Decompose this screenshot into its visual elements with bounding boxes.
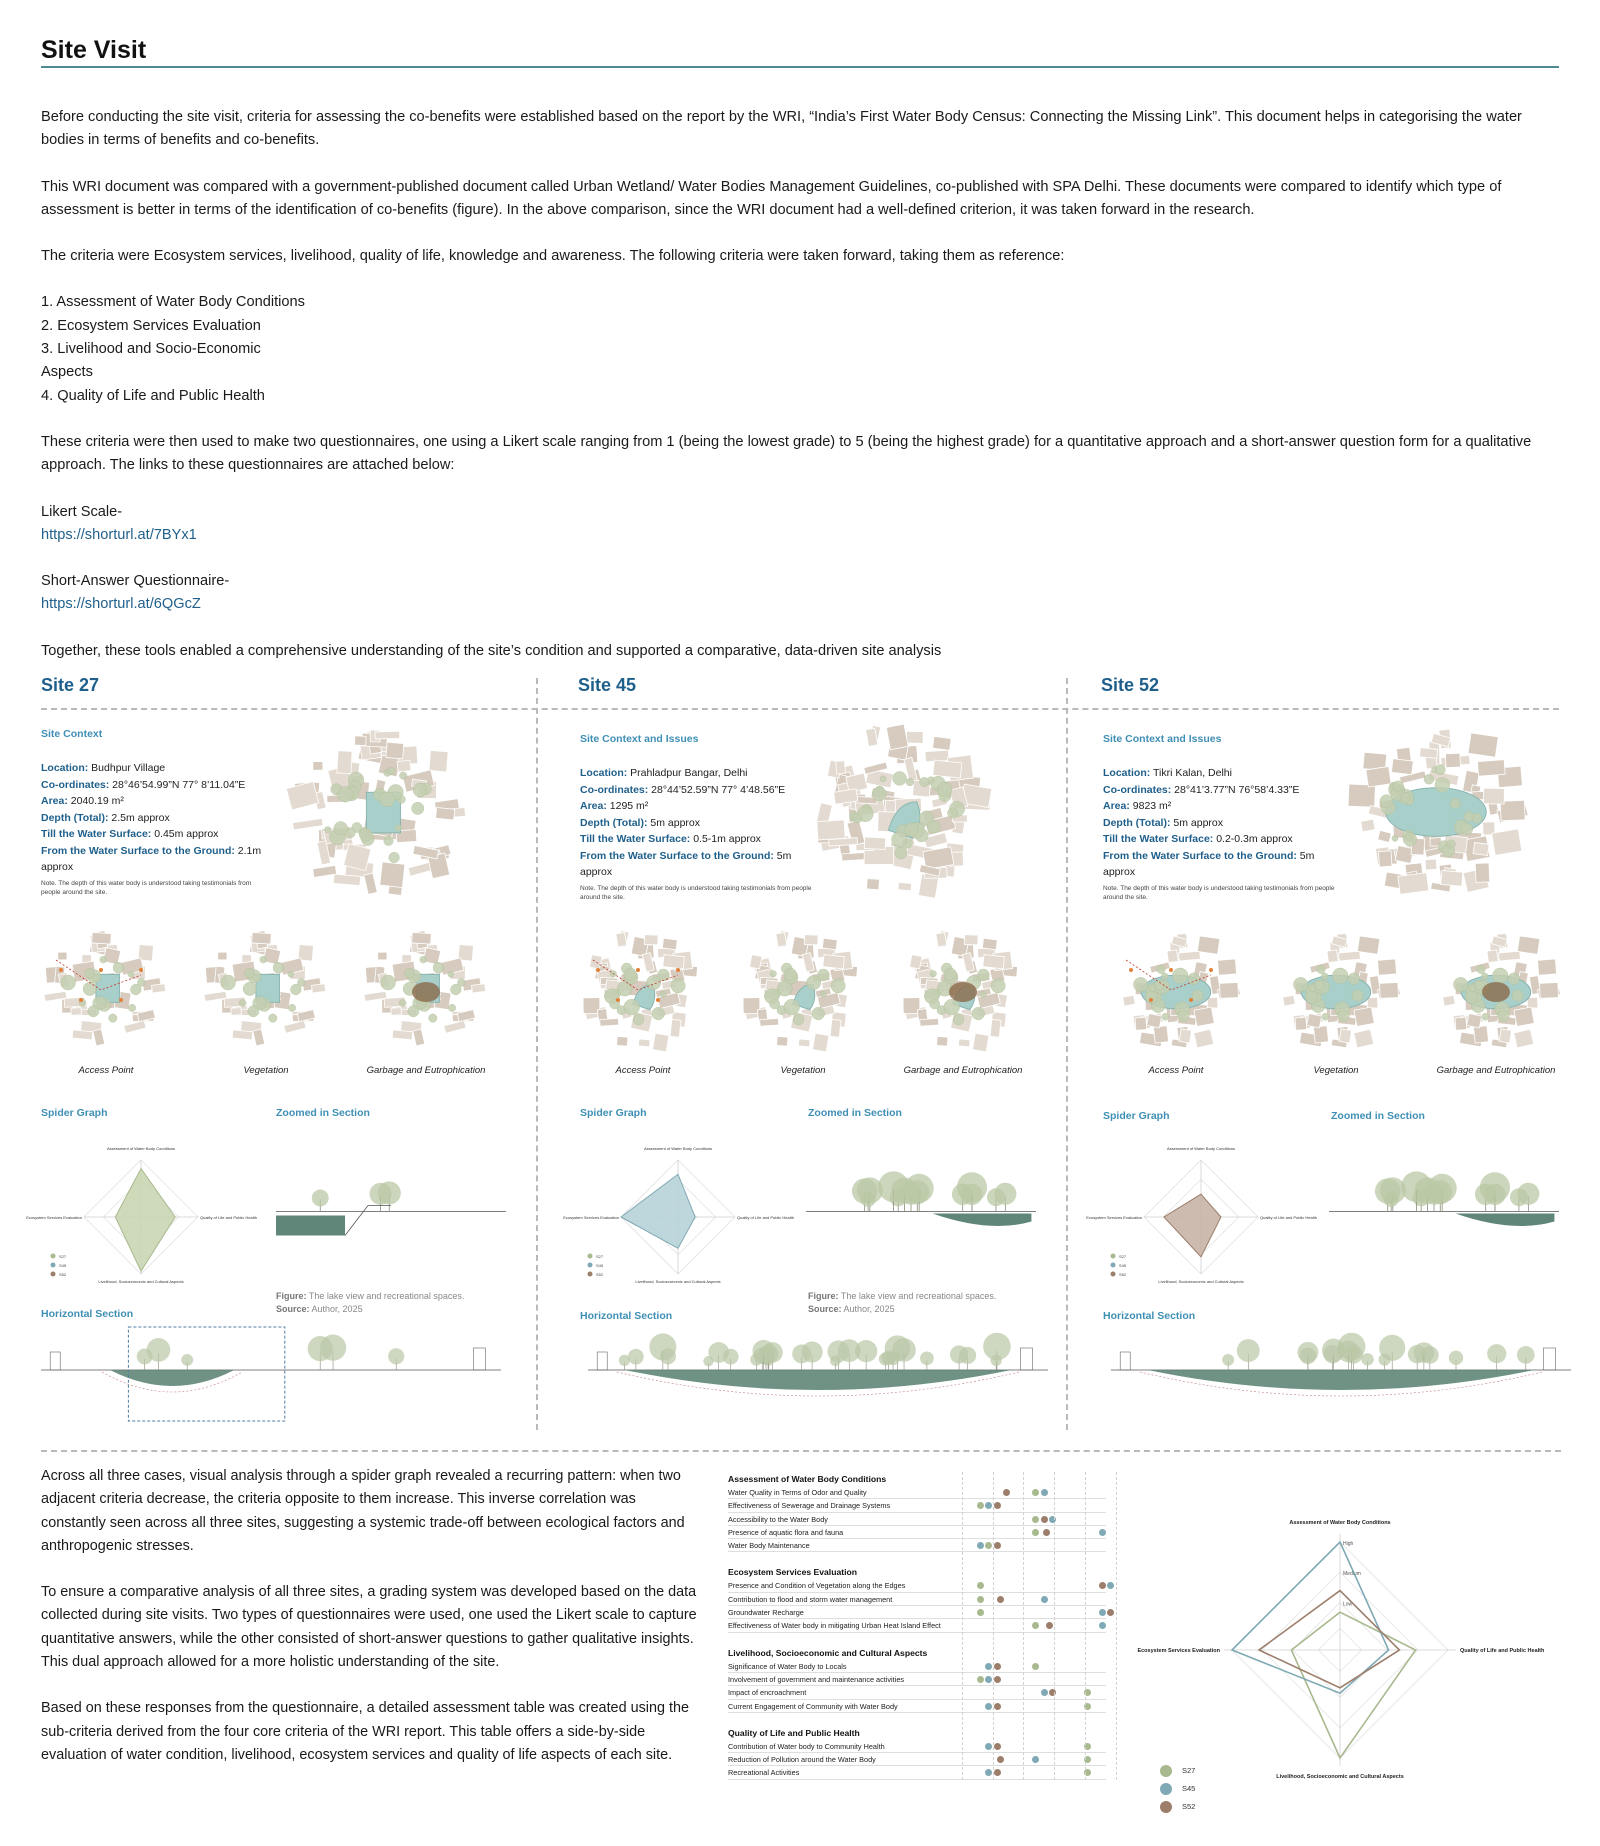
short-answer-link[interactable]: https://shorturl.at/6QGcZ [41,596,201,613]
rating-dot-s27 [1032,1622,1039,1629]
legend-label: S45 [596,1263,604,1268]
figure-caption-text: The lake view and recreational spaces. [308,1291,465,1301]
context-till-value: 0.45m approx [154,828,219,840]
context-location-label: Location: [41,762,89,774]
assessment-row-label: Recreational Activities [728,1768,800,1778]
rating-dot-s45 [985,1502,992,1509]
context-coords-label: Co-ordinates: [41,778,110,791]
legend-swatch [1160,1801,1172,1813]
context-till-row [580,831,815,848]
assessment-row [728,1766,1106,1779]
vegetation-map [738,930,868,1050]
context-depth-row [41,810,266,827]
spider-graph-heading: Spider Graph [1103,1110,1170,1122]
figure-source-text: Author, 2025 [311,1304,363,1314]
assessment-row [728,1700,1106,1713]
spider-graph-heading: Spider Graph [580,1107,647,1119]
spider-axis-label: Ecosystem Services Evaluation [563,1215,619,1220]
site-heading: Site 45 [578,675,637,695]
assessment-row-label: Water Body Maintenance [728,1541,810,1551]
rating-dot-s27 [1032,1516,1039,1523]
rating-dot-s27 [977,1676,984,1683]
rating-dot-s27 [1032,1489,1039,1496]
assessment-row-label: Presence of aquatic flora and fauna [728,1527,844,1537]
depth-note: Note. The depth of this water body is understood taking testimonials from people around the site. [41,879,252,896]
horizontal-section-heading: Horizontal Section [1103,1310,1196,1322]
site-context-heading: Site Context and Issues [580,733,699,745]
horizontal-section-heading: Horizontal Section [580,1310,673,1322]
assessment-row-label: Involvement of government and maintenance activities [728,1674,905,1684]
legend-label: S52 [59,1272,67,1277]
map-caption: Garbage and Eutrophication [366,1065,486,1076]
assessment-row [728,1513,1106,1526]
context-location-value: Prahladpur Bangar, Delhi [630,767,748,779]
table-grid-line [1116,1472,1117,1780]
likert-link[interactable]: https://shorturl.at/7BYx1 [41,526,197,543]
spider-axis-label: Quality of Life and Public Health [1260,1215,1317,1220]
assessment-row [728,1686,1106,1699]
rating-dot-s52 [997,1596,1004,1603]
assessment-row-label: Groundwater Recharge [728,1608,804,1618]
legend-swatch [1160,1765,1172,1777]
zoomed-section-heading: Zoomed in Section [808,1107,902,1119]
comparison-spider-graph [1137,1490,1550,1830]
page-title: Site Visit [41,36,147,64]
rating-dot-s52 [994,1703,1001,1710]
spider-axis-label: Livelihood, Socioeconomic and Cultural Aspects [1158,1279,1244,1284]
context-area-label: Area: [1103,800,1130,812]
rating-dot-s52 [997,1756,1004,1763]
legend-label: S27 [59,1254,67,1259]
map-caption: Access Point [1148,1065,1204,1076]
context-till-label: Till the Water Surface: [1103,833,1214,845]
rating-dot-s45 [985,1663,992,1670]
legend-label: S27 [1182,1765,1196,1775]
assessment-group-heading: Assessment of Water Body Conditions [728,1474,887,1484]
table-grid-line [1023,1472,1024,1780]
source-label: Source: [808,1304,842,1314]
assessment-row [728,1499,1106,1512]
rating-dot-s27 [977,1609,984,1616]
context-ground-row [41,843,266,876]
context-ground-label: From the Water Surface to the Ground: [1103,849,1297,862]
rating-dot-s45 [1107,1582,1114,1589]
table-grid-line [1085,1472,1086,1780]
context-depth-label: Depth (Total): [41,811,109,824]
assessment-row [728,1579,1106,1592]
legend-item [1160,1765,1195,1777]
context-ground-row [580,848,815,881]
assessment-row-label: Presence and Condition of Vegetation along the Edges [728,1581,906,1591]
analysis-text [41,1465,701,1767]
context-ground-value: 5m approx [1103,849,1315,878]
intro-paragraph-4: These criteria were then used to make two questionnaires, one using a Likert scale ranging from 1 (being the lowest grade) to 5 (being the highest grade) for a quantitative approach and a short-answer question form for a qualitative approach. The links to these questionnaires are attached below: [41,433,1532,474]
context-ground-value: 2.1m approx [41,844,262,873]
site-heading: Site 27 [41,675,100,695]
context-area-row [1103,798,1338,815]
rating-dot-s45 [985,1703,992,1710]
assessment-row [728,1539,1106,1552]
criteria-item: 1. Assessment of Water Body Conditions [41,294,305,311]
assessment-row-label: Contribution to flood and storm water management [728,1594,893,1604]
rating-dot-s52 [1046,1622,1053,1629]
context-till-label: Till the Water Surface: [580,833,691,845]
context-area-value: 2040.19 m² [70,795,124,807]
context-ground-row [1103,848,1338,881]
table-grid-line [962,1472,963,1780]
site-context-details [580,765,815,902]
rating-dot-s27 [977,1582,984,1589]
context-depth-label: Depth (Total): [580,816,648,829]
context-coords-label: Co-ordinates: [580,783,649,796]
rating-dot-s45 [1041,1596,1048,1603]
context-depth-label: Depth (Total): [1103,816,1171,829]
criteria-item: 3. Livelihood and Socio-Economic [41,341,261,358]
rating-dot-s52 [994,1663,1001,1670]
rating-dot-s52 [1099,1582,1106,1589]
spider-graph-heading: Spider Graph [41,1107,108,1119]
context-area-row [41,793,266,810]
comparison-polygon-s45 [1232,1542,1389,1693]
zoomed-section-heading: Zoomed in Section [1331,1110,1425,1122]
analysis-paragraph-1: Across all three cases, visual analysis through a spider graph revealed a recurring pattern: when two adjacent criteria decrease, the criteria opposite to them increase. This inverse correlation was constantly seen across all three sites, suggesting a systemic trade-off between ecological factors and anthropogenic stresses. [41,1468,685,1554]
legend-label: S52 [1182,1801,1196,1811]
table-grid-line [1054,1472,1055,1780]
legend-item [1160,1801,1195,1813]
context-till-label: Till the Water Surface: [41,828,152,840]
assessment-row-label: Effectiveness of Water body in mitigating Urban Heat Island Effect [728,1621,941,1631]
legend-swatch [1160,1783,1172,1795]
site-context-heading: Site Context and Issues [1103,733,1222,745]
rating-dot-s27 [1032,1663,1039,1670]
rating-dot-s45 [985,1743,992,1750]
map-caption: Garbage and Eutrophication [903,1065,1023,1076]
analysis-paragraph-3: Based on these responses from the questionnaire, a detailed assessment table was created using the sub-criteria derived from the four core criteria of the WRI report. This table offers a side-by-side evaluation of water condition, livelihood, ecosystem services and quality of life aspects of each site. [41,1700,689,1763]
spider-axis-label: Quality of Life and Public Health [737,1215,794,1220]
depth-note: Note. The depth of this water body is understood taking testimonials from people around the site. [580,884,812,901]
intro-paragraph-3: The criteria were Ecosystem services, livelihood, quality of life, knowledge and awareness. The following criteria were taken forward, taking them as reference: [41,248,1065,265]
site-context-details [1103,765,1338,902]
spider-axis-label: Assessment of Water Body Conditions [1166,1146,1236,1151]
rating-dot-s45 [1099,1609,1106,1616]
rating-dot-s52 [994,1502,1001,1509]
context-till-row [1103,831,1338,848]
source-label: Source: [276,1304,310,1314]
comparison-axis-top: Assessment of Water Body Conditions [1289,1520,1391,1526]
legend-label: S27 [596,1254,604,1259]
map-caption: Vegetation [780,1065,826,1076]
site-spider-graph [1086,1130,1317,1300]
context-ground-label: From the Water Surface to the Ground: [41,844,235,857]
map-caption: Access Point [615,1065,671,1076]
assessment-row-label: Reduction of Pollution around the Water Body [728,1755,876,1765]
site-context-heading: Site Context [41,728,103,740]
site-main-map [808,725,998,895]
assessment-row [728,1660,1106,1673]
vegetation-map [1271,930,1401,1050]
rating-dot-s52 [994,1769,1001,1776]
horizontal-section-drawing [41,1325,501,1425]
zoomed-section-drawing [276,1140,506,1270]
rating-dot-s27 [1032,1529,1039,1536]
context-ground-value: 5m approx [580,849,792,878]
assessment-row-label: Impact of encroachment [728,1688,807,1698]
rating-dot-s52 [1107,1609,1114,1616]
rating-dot-s52 [1003,1489,1010,1496]
spider-polygon [115,1169,175,1272]
vegetation-map [201,930,331,1050]
assessment-row [728,1673,1106,1686]
access-point-map [1111,930,1241,1050]
context-location-row [1103,765,1338,782]
assessment-row-label: Effectiveness of Sewerage and Drainage Systems [728,1501,891,1511]
context-till-row [41,826,266,843]
spider-axis-label: Ecosystem Services Evaluation [1086,1215,1142,1220]
assessment-row [728,1606,1106,1619]
comparison-polygon-s27 [1291,1612,1415,1758]
depth-note: Note. The depth of this water body is understood taking testimonials from people around the site. [1103,884,1335,901]
zoomed-section-drawing [806,1140,1036,1270]
rating-dot-s45 [985,1676,992,1683]
assessment-row [728,1486,1106,1499]
horizontal-section-heading: Horizontal Section [41,1308,134,1320]
assessment-table [728,1472,1106,1780]
figure-caption [276,1290,464,1316]
assessment-row-label: Accessibility to the Water Body [728,1514,828,1524]
spider-axis-label: Livelihood, Socioeconomic and Cultural Aspects [98,1279,184,1284]
site-main-map [286,730,476,900]
assessment-group-heading: Quality of Life and Public Health [728,1727,860,1738]
zoomed-section-heading: Zoomed in Section [276,1107,370,1119]
spider-axis-label: Assessment of Water Body Conditions [106,1146,176,1151]
rating-dot-s27 [977,1596,984,1603]
criteria-item: 2. Ecosystem Services Evaluation [41,317,261,334]
rating-dot-s45 [1041,1489,1048,1496]
likert-label: Likert Scale- [41,503,123,520]
short-answer-label: Short-Answer Questionnaire- [41,573,230,590]
context-depth-value: 5m approx [1173,816,1223,829]
assessment-row [728,1753,1106,1766]
assessment-row [728,1526,1106,1539]
context-till-value: 0.2-0.3m approx [1216,833,1293,845]
spider-polygon [1164,1194,1221,1257]
context-depth-value: 5m approx [650,816,700,829]
legend-label: S52 [596,1272,604,1277]
intro-section [41,106,1561,663]
legend-label: S45 [1182,1783,1196,1793]
criteria-item: Aspects [41,364,93,381]
context-coords-row [41,777,266,794]
map-caption: Vegetation [243,1065,289,1076]
context-depth-row [580,815,815,832]
context-coords-row [580,782,815,799]
zoomed-section-drawing [1329,1140,1559,1270]
map-caption: Garbage and Eutrophication [1436,1065,1556,1076]
context-location-value: Budhpur Village [91,762,166,774]
context-area-label: Area: [41,795,68,807]
context-coords-value: 28°41’3.77”N 76°58’4.33”E [1174,783,1300,796]
spider-level-label: High [1343,1541,1354,1547]
assessment-row [728,1593,1106,1606]
figure-source-text: Author, 2025 [843,1304,895,1314]
intro-paragraph-1: Before conducting the site visit, criteria for assessing the co-benefits were established based on the report by the WRI, “India’s First Water Body Census: Connecting the Missing Link”. This document helps in categorising the water bodies in terms of benefits and co-benefits. [41,109,1522,149]
assessment-row-label: Contribution of Water body to Community Health [728,1741,885,1751]
context-coords-value: 28°46’54.99”N 77° 8’11.04”E [112,778,246,791]
site-context-details [41,760,266,897]
context-location-row [580,765,815,782]
context-till-value: 0.5-1m approx [693,833,761,845]
context-coords-value: 28°44’52.59”N 77° 4’48.56”E [651,783,786,796]
context-area-value: 9823 m² [1132,800,1172,812]
horizontal-section-drawing [588,1325,1048,1425]
legend-label: S27 [1119,1254,1127,1259]
assessment-row-label: Water Quality in Terms of Odor and Quality [728,1488,867,1497]
rating-dot-s52 [1043,1529,1050,1536]
site-heading: Site 52 [1101,675,1160,695]
assessment-row [728,1740,1106,1753]
context-location-row [41,760,266,777]
rating-dot-s45 [1099,1622,1106,1629]
spider-axis-label: Quality of Life and Public Health [200,1215,257,1220]
context-area-label: Area: [580,800,607,812]
context-coords-label: Co-ordinates: [1103,783,1172,796]
table-grid-line [993,1472,994,1780]
intro-paragraph-5: Together, these tools enabled a comprehensive understanding of the site’s condition and supported a comparative, data-driven site analysis [41,642,942,659]
legend-label: S45 [59,1263,67,1268]
access-point-map [578,930,708,1050]
figure-caption [808,1290,996,1316]
map-caption: Vegetation [1313,1065,1359,1076]
spider-level-label: Medium [1343,1571,1361,1578]
section-divider [41,1450,1561,1452]
site-spider-graph [26,1130,257,1300]
context-ground-label: From the Water Surface to the Ground: [580,849,774,862]
rating-dot-s45 [985,1769,992,1776]
assessment-group-heading: Livelihood, Socioeconomic and Cultural Aspects [728,1647,928,1658]
context-depth-value: 2.5m approx [111,811,170,824]
site-spider-graph [563,1130,794,1300]
rating-dot-s52 [994,1743,1001,1750]
column-divider [536,678,538,1430]
figure-label: Figure: [808,1291,839,1301]
comparison-axis-right: Quality of Life and Public Health [1460,1648,1545,1654]
rating-dot-s52 [994,1676,1001,1683]
legend-label: S52 [1119,1272,1127,1277]
intro-paragraph-2: This WRI document was compared with a government-published document called Urban Wetland/ Water Bodies Management Guidelines, co-published with SPA Delhi. These documents were compared to identify which type of assessment is better in terms of the identification of co-benefits (figure). In the above comparison, since the WRI document had a well-defined criterion, it was taken forward in the research. [41,178,1502,218]
rating-dot-s27 [977,1502,984,1509]
legend-item [1160,1783,1195,1795]
rating-dot-s45 [1032,1756,1039,1763]
rating-dot-s45 [1041,1689,1048,1696]
spider-axis-label: Livelihood, Socioeconomic and Cultural Aspects [635,1279,721,1284]
context-area-row [580,798,815,815]
context-area-value: 1295 m² [609,800,649,812]
comparison-axis-left: Ecosystem Services Evaluation [1137,1648,1220,1654]
rating-dot-s27 [985,1542,992,1549]
rating-dot-s52 [994,1542,1001,1549]
analysis-paragraph-2: To ensure a comparative analysis of all three sites, a grading system was developed based on the data collected during site visits. Two types of questionnaires were used, one used the Likert scale to capture quantitative answers, while the other consisted of short-answer questions to gather qualitative insights. This dual approach allowed for a more holistic understanding of the site. [41,1584,697,1671]
spider-level-label: Low [1343,1601,1353,1608]
comparison-axis-bottom: Livelihood, Socioeconomic and Cultural Aspects [1276,1774,1404,1780]
garbage-map [1431,930,1561,1050]
title-divider [41,66,1559,68]
assessment-group-heading: Ecosystem Services Evaluation [728,1567,857,1578]
garbage-map [898,930,1028,1050]
context-location-label: Location: [580,767,628,779]
site-main-map [1341,725,1531,895]
rating-dot-s52 [1041,1516,1048,1523]
legend-label: S45 [1119,1263,1127,1268]
spider-axis-label: Ecosystem Services Evaluation [26,1215,82,1220]
horizontal-section-drawing [1111,1325,1571,1425]
rating-dot-s45 [1099,1529,1106,1536]
context-depth-row [1103,815,1338,832]
assessment-row-label: Current Engagement of Community with Water Body [728,1701,898,1711]
figure-label: Figure: [276,1291,307,1301]
spider-axis-label: Assessment of Water Body Conditions [643,1146,713,1151]
site-header-divider [41,708,1559,710]
column-divider [1066,678,1068,1430]
access-point-map [41,930,171,1050]
criteria-item: 4. Quality of Life and Public Health [41,387,265,404]
assessment-row-label: Significance of Water Body to Locals [728,1661,847,1671]
garbage-map [361,930,491,1050]
context-coords-row [1103,782,1338,799]
assessment-row [728,1619,1106,1632]
map-caption: Access Point [78,1065,134,1076]
context-location-label: Location: [1103,767,1151,779]
figure-caption-text: The lake view and recreational spaces. [840,1291,997,1301]
rating-dot-s45 [977,1542,984,1549]
context-location-value: Tikri Kalan, Delhi [1152,767,1232,779]
